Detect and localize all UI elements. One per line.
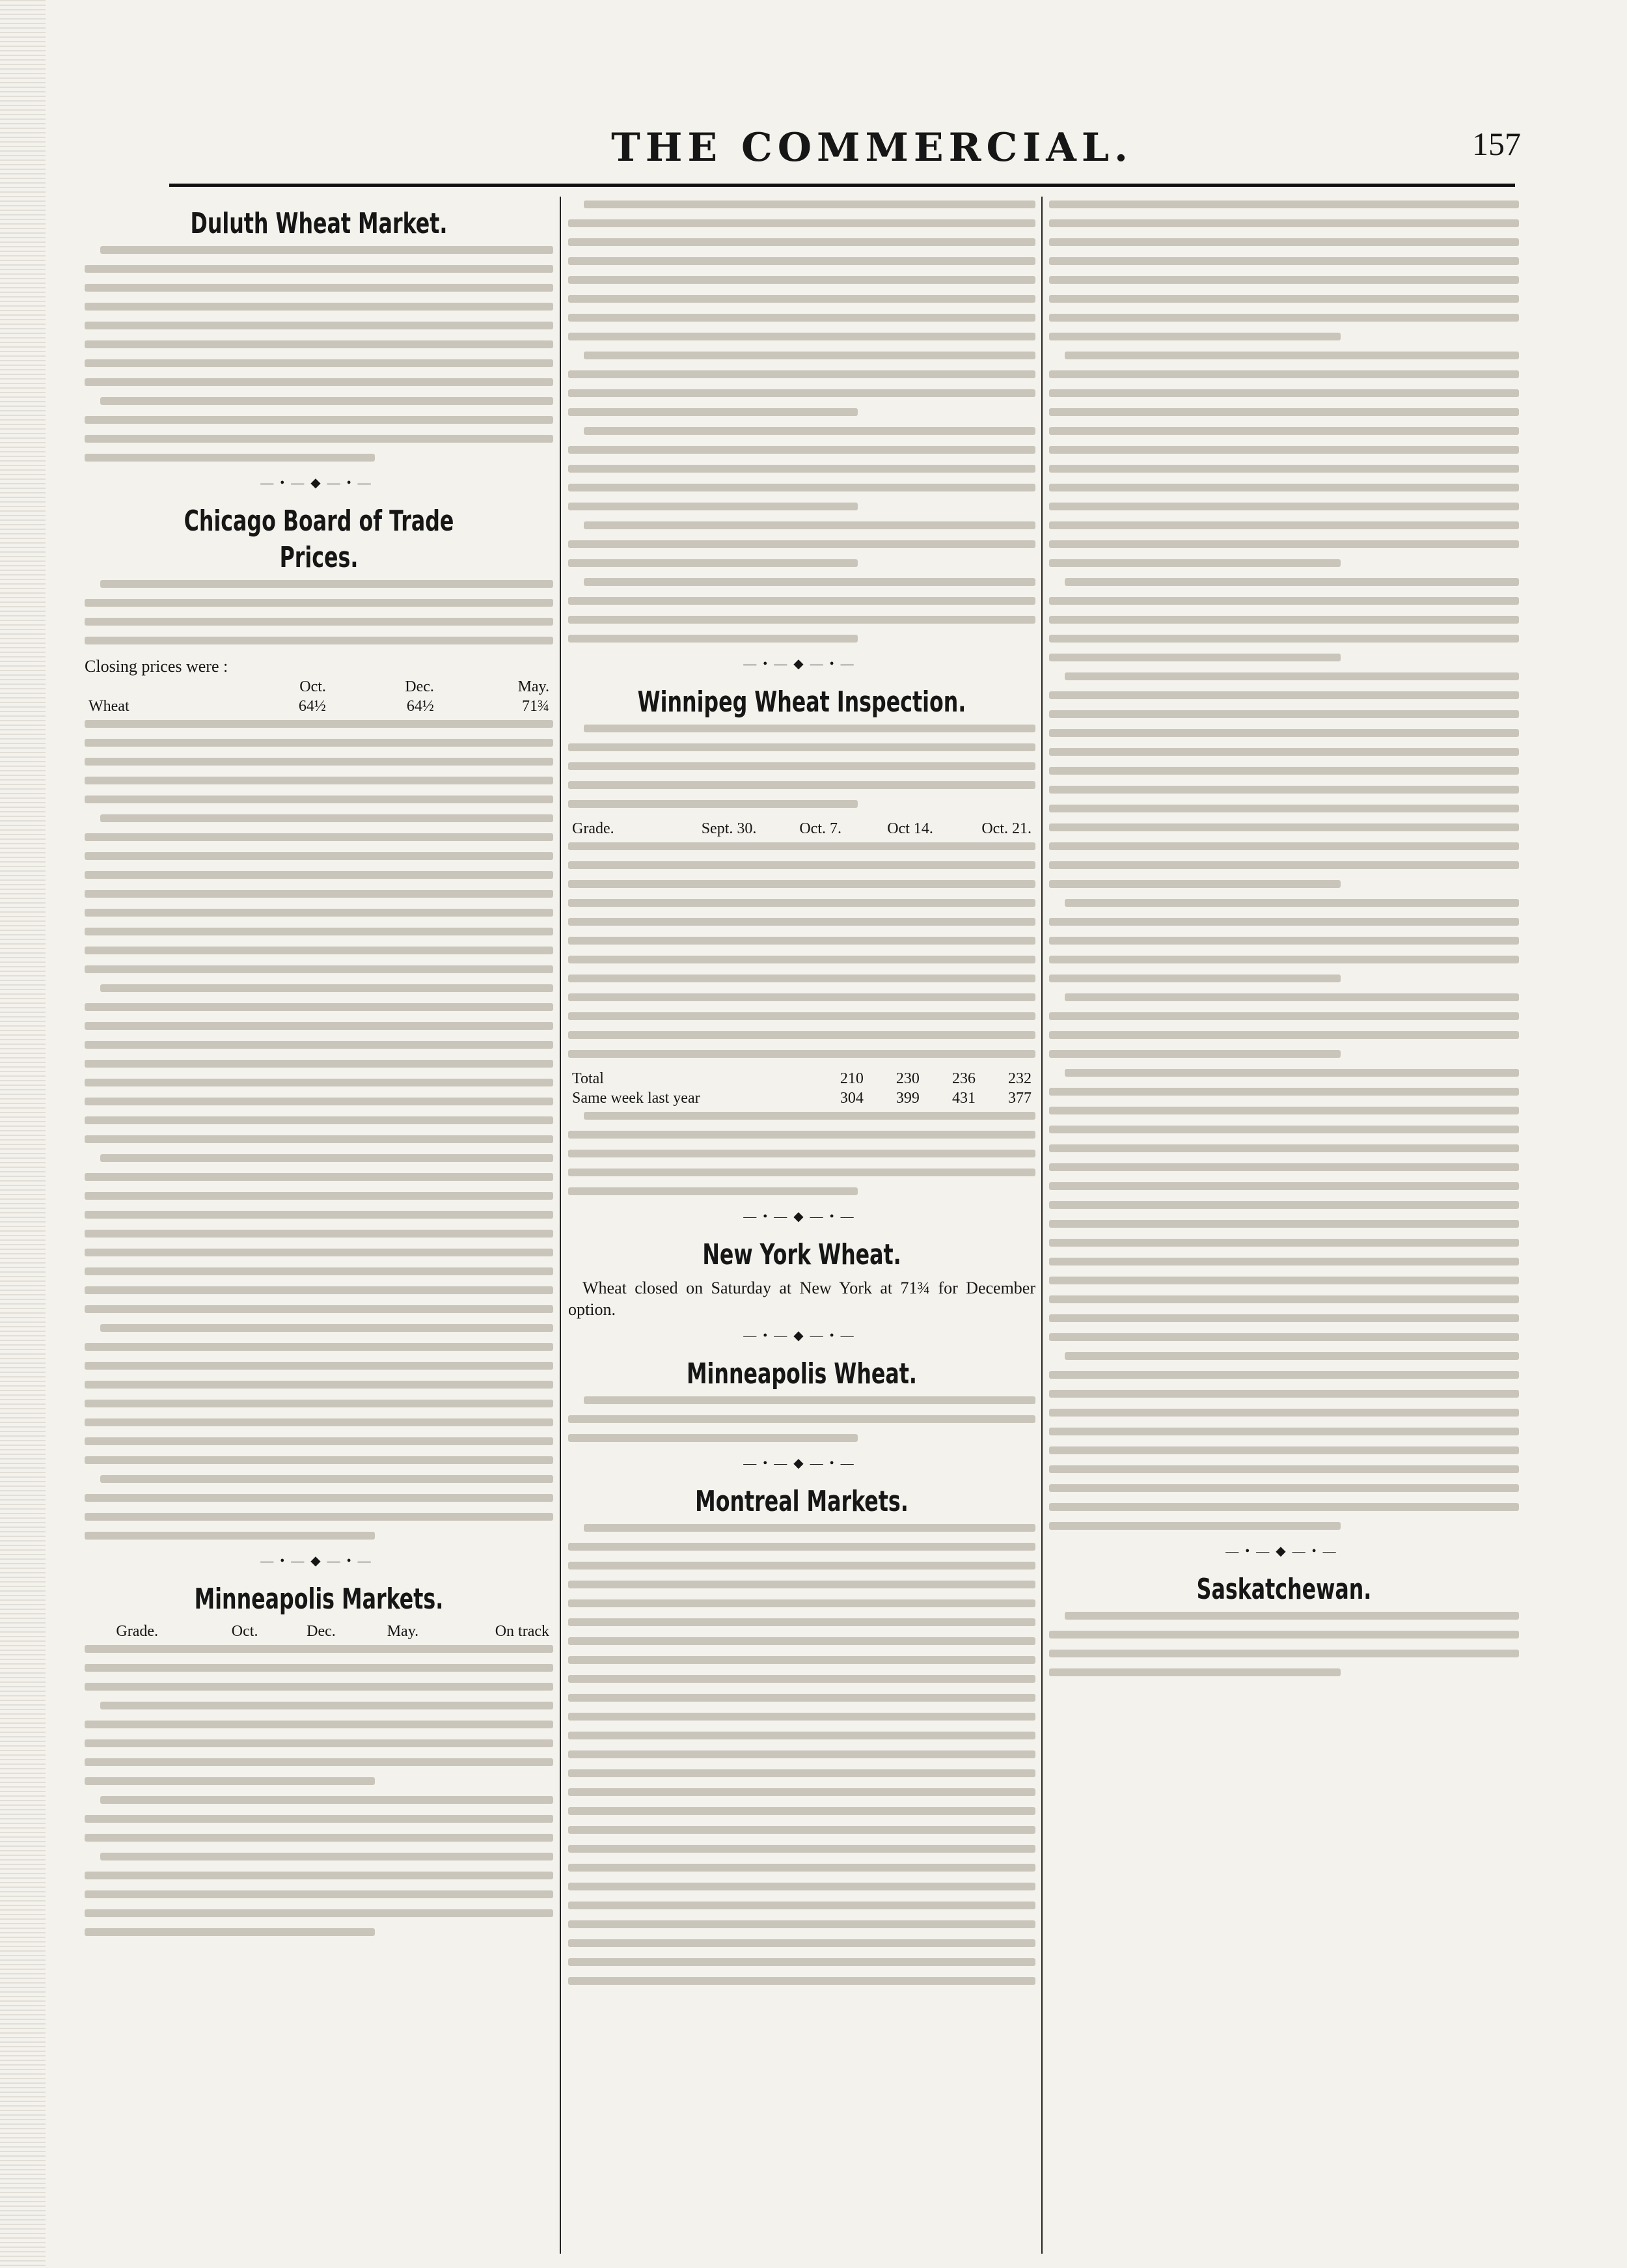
table-cell: 64½ bbox=[298, 698, 326, 715]
minneapolis-closing-table bbox=[85, 1622, 553, 1641]
illegible-text bbox=[85, 720, 553, 1540]
scanned-page-edge bbox=[0, 0, 46, 2268]
table-cell: 64½ bbox=[406, 698, 434, 715]
table-row bbox=[85, 697, 553, 716]
table-cell: 71¾ bbox=[522, 698, 549, 715]
column-header: On track bbox=[495, 1623, 549, 1640]
same-week-last-year-row bbox=[568, 1088, 1035, 1108]
section-ornament: —•—◆—•— bbox=[743, 1456, 860, 1471]
chicago-monday-table bbox=[85, 677, 553, 716]
column-3 bbox=[1049, 197, 1519, 1687]
column-header: Dec. bbox=[405, 678, 434, 695]
column-divider bbox=[1041, 197, 1043, 2254]
column-header: Sept. 30. bbox=[701, 820, 757, 837]
illegible-text bbox=[568, 1112, 1035, 1195]
illegible-text bbox=[85, 246, 553, 462]
montreal-heading: Montreal Markets. bbox=[695, 1485, 909, 1518]
column-header: Oct 14. bbox=[887, 820, 933, 837]
table-cell: 399 bbox=[896, 1090, 920, 1107]
illegible-text bbox=[85, 580, 553, 644]
table-cell: 304 bbox=[840, 1090, 864, 1107]
illegible-text bbox=[568, 1396, 1035, 1442]
table-cell: Total bbox=[572, 1070, 604, 1087]
illegible-text bbox=[85, 1645, 553, 1936]
table-cell: Wheat bbox=[89, 698, 130, 715]
saskatchewan-heading: Saskatchewan. bbox=[1196, 1573, 1372, 1606]
table-cell: Same week last year bbox=[572, 1090, 700, 1107]
section-ornament: —•—◆—•— bbox=[1225, 1544, 1343, 1558]
new-york-text: Wheat closed on Saturday at New York at 71¾ for December option. bbox=[568, 1279, 1035, 1319]
chicago-heading: Chicago Board of Trade Prices. bbox=[184, 505, 454, 574]
illegible-text bbox=[1049, 201, 1519, 1530]
winnipeg-heading: Winnipeg Wheat Inspection. bbox=[637, 685, 966, 719]
table-cell: 210 bbox=[840, 1070, 864, 1087]
column-header: Oct. 21. bbox=[981, 820, 1032, 837]
column-header: Oct. bbox=[231, 1623, 258, 1640]
minneapolis-wheat-heading: Minneapolis Wheat. bbox=[687, 1357, 917, 1390]
page-number: 157 bbox=[1472, 126, 1521, 162]
masthead-rule bbox=[169, 184, 1515, 187]
winnipeg-totals-table bbox=[568, 1069, 1035, 1108]
table-header-row bbox=[85, 677, 553, 697]
table-header-row bbox=[568, 819, 1035, 838]
section-ornament: —•—◆—•— bbox=[260, 476, 377, 490]
table-cell: 230 bbox=[896, 1070, 920, 1087]
minneapolis-markets-heading: Minneapolis Markets. bbox=[194, 1583, 444, 1616]
section-ornament: —•—◆—•— bbox=[743, 657, 860, 671]
section-ornament: —•—◆—•— bbox=[743, 1329, 860, 1343]
column-2 bbox=[568, 197, 1035, 1996]
column-header: Dec. bbox=[307, 1623, 336, 1640]
table-cell: 377 bbox=[1008, 1090, 1032, 1107]
section-ornament: —•—◆—•— bbox=[743, 1210, 860, 1224]
illegible-text bbox=[568, 1524, 1035, 1985]
duluth-heading: Duluth Wheat Market. bbox=[190, 207, 448, 240]
table-cell: 232 bbox=[1008, 1070, 1032, 1087]
table-cell: 431 bbox=[951, 1090, 976, 1107]
illegible-text bbox=[568, 725, 1035, 808]
table-header-row bbox=[85, 1622, 553, 1641]
column-header: May. bbox=[517, 678, 549, 695]
section-ornament: —•—◆—•— bbox=[260, 1554, 377, 1568]
column-header: May. bbox=[387, 1623, 419, 1640]
column-header: Grade. bbox=[116, 1623, 159, 1640]
column-divider bbox=[560, 197, 561, 2254]
illegible-text bbox=[568, 842, 1035, 1058]
illegible-text bbox=[568, 201, 1035, 643]
column-header: Oct. bbox=[299, 678, 326, 695]
column-header: Grade. bbox=[572, 820, 614, 837]
closing-prices-label: Closing prices were : bbox=[85, 657, 228, 676]
illegible-text bbox=[1049, 1612, 1519, 1676]
masthead-title: THE COMMERCIAL. bbox=[611, 125, 1133, 171]
column-header: Oct. 7. bbox=[799, 820, 841, 837]
table-cell: 236 bbox=[951, 1070, 976, 1087]
column-1 bbox=[85, 197, 553, 1947]
total-row bbox=[568, 1069, 1035, 1088]
winnipeg-inspection-table bbox=[568, 819, 1035, 838]
new-york-heading: New York Wheat. bbox=[702, 1238, 901, 1271]
